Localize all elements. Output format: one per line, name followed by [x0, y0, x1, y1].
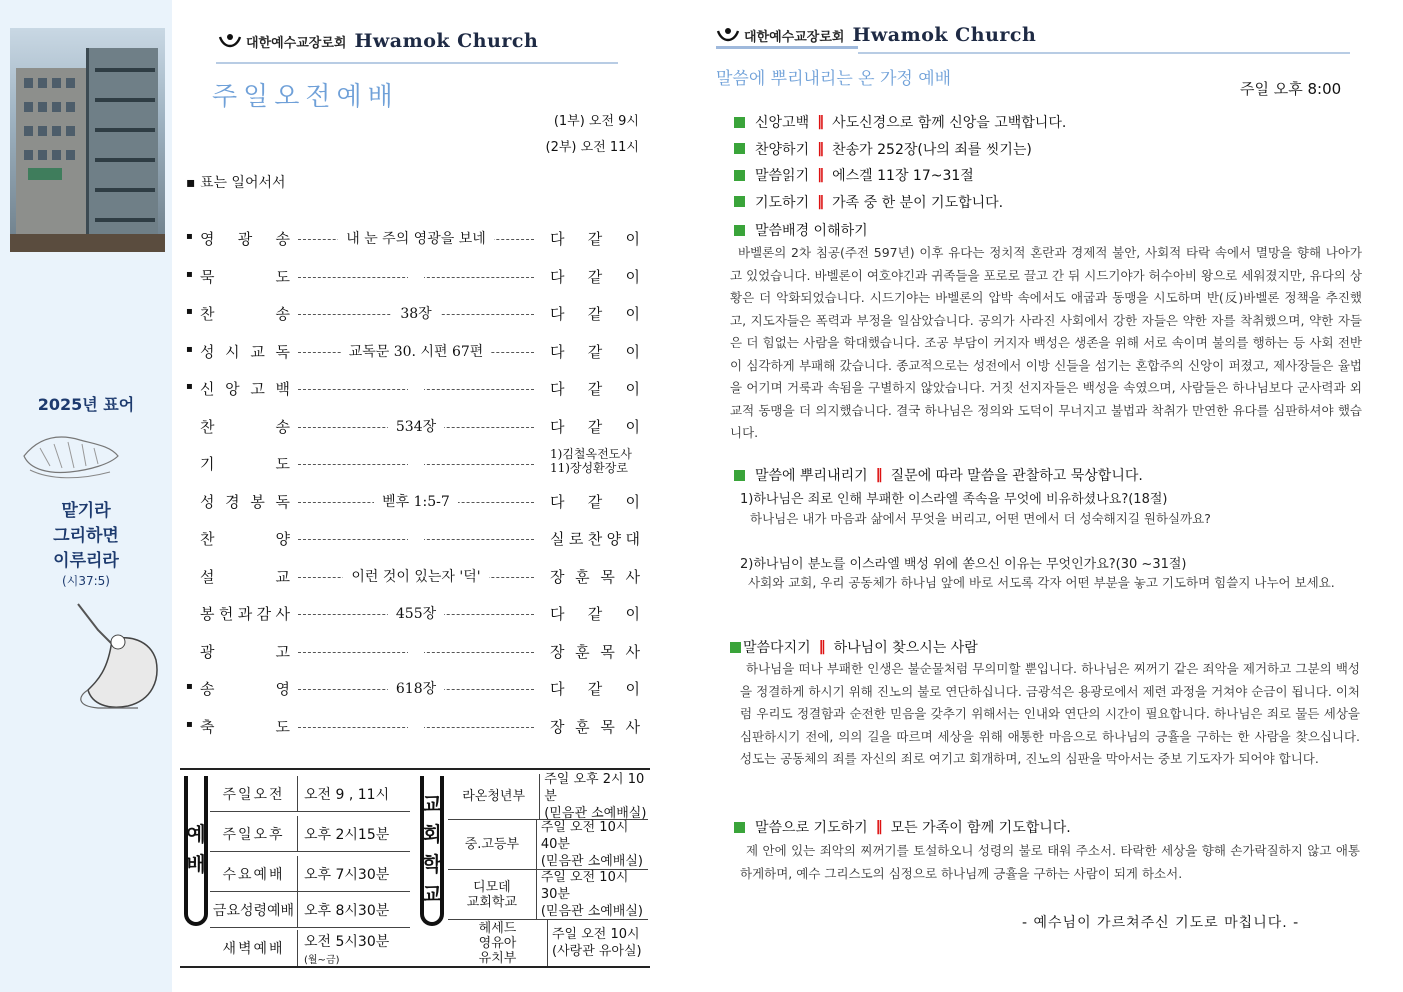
green-square-icon: [734, 470, 745, 481]
church-emblem-icon: [218, 31, 242, 51]
church-building-photo: [10, 28, 165, 252]
church-name: Hwamok Church: [852, 24, 1037, 46]
program-leader: 다 같 이: [550, 605, 640, 623]
program-item: 설 교: [200, 567, 290, 586]
prayer-subtitle: 모든 가족이 함께 기도합니다.: [890, 820, 1071, 836]
school-schedule-row: [448, 820, 648, 870]
family-worship-time: 주일 오후 8:00: [1240, 80, 1342, 98]
worship-name: 수요예배: [210, 856, 298, 891]
red-divider: ‖: [817, 193, 825, 210]
program-item: 축 도: [200, 717, 290, 736]
school-schedule-row: [448, 774, 648, 820]
program-detail-text: 38장: [392, 306, 439, 322]
standing-bullet: ▪: [186, 268, 193, 280]
program-item: 영 광 송: [200, 230, 290, 248]
worship-time-text: 오전 9 , 11시: [304, 786, 390, 803]
program-leader: 다 같 이: [550, 267, 640, 286]
worship-time-text: 오후 7시30분: [304, 866, 390, 883]
worship-time: [298, 824, 389, 844]
program-detail: [298, 266, 534, 282]
worship-schedule-row: [210, 816, 410, 852]
question-2: 2)하나님이 분노를 이스라엘 백성 위에 쏟으신 이유는 무엇인가요?(30 ~31절): [740, 557, 1187, 572]
program-row: [186, 603, 646, 625]
program-row: [186, 447, 646, 475]
standing-bullet: ▪: [186, 306, 193, 317]
apply-subtitle: 하나님이 찾으시는 사람: [833, 640, 978, 656]
school-department: 헤세드 영유아 유치부: [448, 920, 548, 966]
school-label-char-2: 회: [422, 822, 442, 846]
red-divider: ‖: [817, 114, 825, 130]
worship-step: [734, 112, 1066, 132]
program-detail-text: 이런 것이 있는자 '덕': [343, 569, 488, 585]
program-leader: 다 같 이: [550, 380, 640, 398]
background-heading: [734, 220, 868, 240]
service-title: 주일오전예배: [212, 82, 399, 112]
worship-step: [734, 139, 1032, 159]
school-place: (사랑관 유아실): [552, 944, 642, 959]
program-detail: [298, 678, 534, 698]
program-detail-text: 455장: [388, 606, 444, 622]
rooting-title: 말씀에 뿌리내리기: [755, 468, 868, 484]
program-detail-text: 벧후 1:5-7: [374, 494, 458, 510]
program-row: [186, 716, 646, 738]
program-detail-text: 618장: [388, 681, 444, 697]
program-item: 광 고: [200, 642, 290, 661]
program-detail-text: 내 눈 주의 영광을 보네: [338, 231, 494, 247]
program-row: [186, 566, 646, 588]
worship-time-note: (월~금): [304, 954, 340, 966]
standing-note: ▪ 표는 일어서서: [186, 175, 286, 191]
program-detail: [298, 603, 534, 623]
program-item: 찬 송: [200, 417, 290, 436]
background-title: 말씀배경 이해하기: [755, 223, 868, 239]
prayer-title: 말씀으로 기도하기: [755, 820, 868, 836]
worship-step: [734, 192, 1003, 212]
prayer-paragraph: 제 안에 있는 죄악의 찌꺼기를 토설하오니 성령의 불로 태워 주소서. 타락한 세상을 향해 손가락질하지 않고 애통하게하며, 예수 그리스도의 심정으로 하나님께 긍휼을 구하는 사람이 되게 하소서.: [740, 843, 1360, 881]
green-square-icon: [734, 225, 745, 236]
step-text: 사도신경으로 함께 신앙을 고백합니다.: [832, 115, 1067, 131]
program-leader: 1)김철옥전도사 11)장성환장로: [550, 447, 632, 475]
school-time: [540, 771, 648, 822]
standing-bullet: ▪: [186, 718, 193, 730]
program-leader: 장 훈 목 사: [550, 642, 640, 661]
school-department: 중.고등부: [448, 820, 537, 869]
red-divider: ‖: [817, 167, 825, 183]
school-schedule-row: [448, 870, 648, 920]
program-row: [186, 678, 646, 700]
program-detail: [298, 528, 534, 544]
school-time-text: 주일 오전 10시 30분: [540, 870, 629, 902]
program-row: [186, 641, 646, 663]
school-place: (믿음관 소예배실): [544, 806, 647, 821]
worship-time: [298, 900, 389, 920]
worship-name: 주일오후: [210, 816, 298, 851]
rooting-heading: [734, 465, 1143, 485]
standing-bullet: ▪: [186, 381, 193, 392]
motto-reference: (시37:5): [62, 574, 110, 588]
program-detail: [298, 228, 534, 248]
program-detail: [298, 416, 534, 436]
program-detail: [298, 453, 534, 469]
step-text: 가족 중 한 분이 기도합니다.: [832, 194, 1004, 211]
worship-label-char-2: 배: [186, 852, 206, 876]
red-divider: ‖: [875, 819, 883, 835]
program-detail: [298, 378, 534, 394]
school-time: [548, 926, 642, 960]
program-item: 찬 송: [200, 305, 290, 323]
program-leader: 장 훈 목 사: [550, 717, 640, 736]
program-detail-text: 534장: [388, 419, 444, 435]
step-label: 찬양하기: [755, 141, 810, 158]
school-vertical-label: [420, 776, 444, 926]
church-emblem-icon: [716, 25, 740, 45]
worship-vertical-label: [184, 776, 208, 926]
green-square-icon: [730, 642, 741, 653]
program-detail: [298, 566, 534, 586]
schedule-table: [180, 768, 650, 968]
school-department: 디모데 교회학교: [448, 870, 537, 919]
program-item: 성 시 교 독: [200, 342, 290, 361]
program-item: 찬 양: [200, 530, 290, 548]
step-label: 기도하기: [755, 194, 810, 211]
green-square-icon: [734, 170, 745, 181]
program-item: 송 영: [200, 680, 290, 698]
school-place: (믿음관 소예배실): [540, 854, 643, 869]
closing-note: - 예수님이 가르쳐주신 기도로 마칩니다. -: [1022, 915, 1300, 931]
program-row: [186, 303, 646, 325]
step-text: 에스겔 11장 17~31절: [832, 168, 974, 184]
program-leader: 다 같 이: [550, 680, 640, 698]
prayer-heading: [734, 817, 1071, 837]
hands-illustration: [20, 426, 120, 482]
program-detail-text: 교독문 30. 시편 67편: [341, 344, 492, 360]
worship-schedule-row: [210, 776, 410, 812]
header-rule-right: [858, 52, 1350, 54]
program-leader: 다 같 이: [550, 305, 640, 323]
school-schedule-row: [448, 920, 648, 966]
denomination-name: 대한예수교장로회: [246, 35, 347, 51]
denomination-name: 대한예수교장로회: [744, 29, 845, 45]
school-time-text: 주일 오후 2시 10분: [544, 772, 645, 804]
program-row: [186, 528, 646, 550]
standing-bullet: ▪: [186, 343, 193, 355]
program-row: [186, 491, 646, 513]
school-time-text: 주일 오전 10시 40분: [540, 820, 629, 852]
green-square-icon: [734, 143, 745, 154]
question-1: 1)하나님은 죄로 인해 부패한 이스라엘 족속을 무엇에 비유하셨나요?(18절): [740, 492, 1168, 507]
green-square-icon: [734, 822, 745, 833]
program-detail-text: [408, 453, 424, 469]
apply-heading: [730, 637, 978, 657]
background-paragraph: 바벨론의 2차 침공(주전 597년) 이후 유다는 정치적 혼란과 경제적 불안, 사회적 타락 속에서 멸망을 향해 나아가고 있었습니다. 바벨론이 여호야긴과 귀족들을 포로로 끌고 간 뒤 시드기야가 허수아비 왕으로 세워졌지만, 유다의 상황은 더 악화되었습니다. 시드기야는 바벨론의 압박 속에서도 애굽과 동맹을 시도하며 반(反)바벨론 정책을 추진했고, 지도자들은 폭력과 부정을 일삼았습니다. 공의가 사라진 사회에서 강한 자들은 약한 자를 착취했으며, 약한 자들은 더 힘없는 사람을 학대했습니다. 조공 부담이 커지자 백성은 생존을 위해 서로 속이며 불의를 행하는 등 사회 전반이 심각하게 부패해 갔습니다. 종교적으로는 성전에서 이방 신들을 섬기는 혼합주의 신앙이 퍼졌고, 제사장들은 율법을 어기며 거룩과 속됨을 구별하지 않았습니다. 거짓 선지자들은 백성을 속였으며, 사람들은 하나님보다 군사력과 외교적 동맹을 더 의지했습니다. 결국 하나님은 정의와 도덕이 무너지고 불법과 착취가 만연한 유다를 심판하셔야 했습니다.: [730, 245, 1362, 440]
worship-name: 새벽예배: [210, 930, 298, 966]
worship-time-text: 오후 2시15분: [304, 826, 390, 843]
motto-line-2: 그리하면: [53, 526, 119, 546]
program-leader: 실 로 찬 양 대: [550, 530, 640, 548]
service-time-1: (1부) 오전 9시: [553, 114, 639, 129]
family-worship-title: 말씀에 뿌리내리는 온 가정 예배: [716, 69, 952, 89]
worship-time-text: 오전 5시30분: [304, 933, 390, 950]
worship-time: [298, 931, 389, 966]
program-row: [186, 266, 646, 288]
program-detail: [298, 491, 534, 511]
standing-bullet: ▪: [186, 231, 193, 242]
worship-time: [298, 784, 389, 804]
motto-line-3: 이루리라: [53, 551, 119, 571]
program-leader: 다 같 이: [550, 342, 640, 361]
school-time: [537, 869, 648, 920]
worship-schedule-row: [210, 892, 410, 928]
program-detail-text: [408, 641, 424, 657]
worship-schedule-row: [210, 856, 410, 892]
kneeling-figure-illustration: [68, 600, 164, 712]
program-detail-text: [408, 528, 424, 544]
worship-time: [298, 864, 389, 884]
green-square-icon: [734, 196, 745, 207]
program-row: [186, 341, 646, 363]
worship-time-text: 오후 8시30분: [304, 902, 390, 919]
step-label: 신앙고백: [755, 115, 810, 131]
step-label: 말씀읽기: [755, 168, 810, 184]
red-divider: ‖: [818, 639, 826, 655]
standing-bullet: ▪: [186, 681, 193, 692]
program-detail: [298, 716, 534, 732]
green-square-icon: [734, 117, 745, 128]
answer-prompt-2: 사회와 교회, 우리 공동체가 하나님 앞에 바로 서도록 각자 어떤 부분을 놓고 기도하며 힘쓸지 나누어 보세요.: [748, 575, 1335, 590]
program-item: 신 앙 고 백: [200, 380, 290, 398]
program-detail: [298, 341, 534, 361]
service-time-2: (2부) 오전 11시: [545, 140, 639, 155]
school-time: [537, 819, 648, 870]
program-row: [186, 228, 646, 250]
school-label-char-3: 학: [422, 852, 442, 876]
apply-paragraph: 하나님을 떠나 부패한 인생은 불순물처럼 무의미할 뿐입니다. 하나님은 찌꺼기 같은 죄악을 제거하고 그분의 백성을 정결하게 하시기 위해 진노의 불로 연단하십니다. 금광석은 용광로에서 제련 과정을 거쳐야 순금이 됩니다. 이처럼 우리도 정결함과 순전한 믿음을 갖추기 위해서는 인내와 연단의 시간이 필요합니다. 하나님은 죄로 물든 세상을 심판하시기 전에, 의의 길을 따르며 세상을 위해 애통한 마음으로 하나님의 긍휼을 구하는 한 사람을 찾으십니다. 성도는 공동체의 죄를 자신의 죄로 여기고 회개하며, 진노의 심판을 막아서는 중보 기도자가 되어야 합니다.: [740, 661, 1360, 766]
worship-name: 금요성령예배: [210, 892, 298, 927]
program-item: 성 경 봉 독: [200, 492, 290, 511]
motto-title: 2025년 표어: [37, 395, 135, 414]
program-detail-text: [408, 716, 424, 732]
program-leader: 다 같 이: [550, 230, 640, 248]
program-detail: [298, 641, 534, 657]
program-row: [186, 378, 646, 400]
answer-prompt-1: 하나님은 내가 마음과 삶에서 무엇을 버리고, 어떤 면에서 더 성숙해지길 원하실까요?: [750, 511, 1211, 526]
worship-step: [734, 165, 974, 185]
motto-line-1: 맡기라: [61, 501, 111, 521]
program-detail-text: [408, 266, 424, 282]
worship-label-char-1: 예: [186, 822, 206, 846]
church-logo-left: [218, 28, 538, 54]
step-text: 찬송가 252장(나의 죄를 씻기는): [832, 141, 1032, 158]
worship-schedule-row: [210, 930, 410, 966]
sidebar: [0, 0, 172, 992]
school-label-char-1: 교: [422, 792, 442, 816]
school-department: 라온청년부: [448, 774, 540, 819]
program-item: 봉 헌 과 감 사: [200, 605, 290, 623]
school-time-text: 주일 오전 10시: [552, 927, 640, 942]
program-leader: 다 같 이: [550, 417, 640, 436]
program-row: [186, 416, 646, 438]
program-detail: [298, 303, 534, 323]
program-item: 기 도: [200, 455, 290, 473]
program-detail-text: [408, 378, 424, 394]
header-rule-left: [216, 62, 618, 64]
red-divider: ‖: [817, 140, 825, 157]
school-place: (믿음관 소예배실): [540, 904, 643, 919]
program-item: 묵 도: [200, 267, 290, 286]
worship-name: 주일오전: [210, 776, 298, 811]
header-rule-accent: [716, 46, 858, 49]
program-leader: 다 같 이: [550, 492, 640, 511]
school-label-char-4: 교: [422, 882, 442, 906]
apply-title: 말씀다지기: [743, 640, 811, 656]
rooting-text: 질문에 따라 말씀을 관찰하고 묵상합니다.: [890, 468, 1143, 484]
church-logo-right: [716, 22, 1036, 48]
red-divider: ‖: [875, 467, 883, 483]
program-leader: 장 훈 목 사: [550, 567, 640, 586]
church-name: Hwamok Church: [354, 30, 539, 52]
